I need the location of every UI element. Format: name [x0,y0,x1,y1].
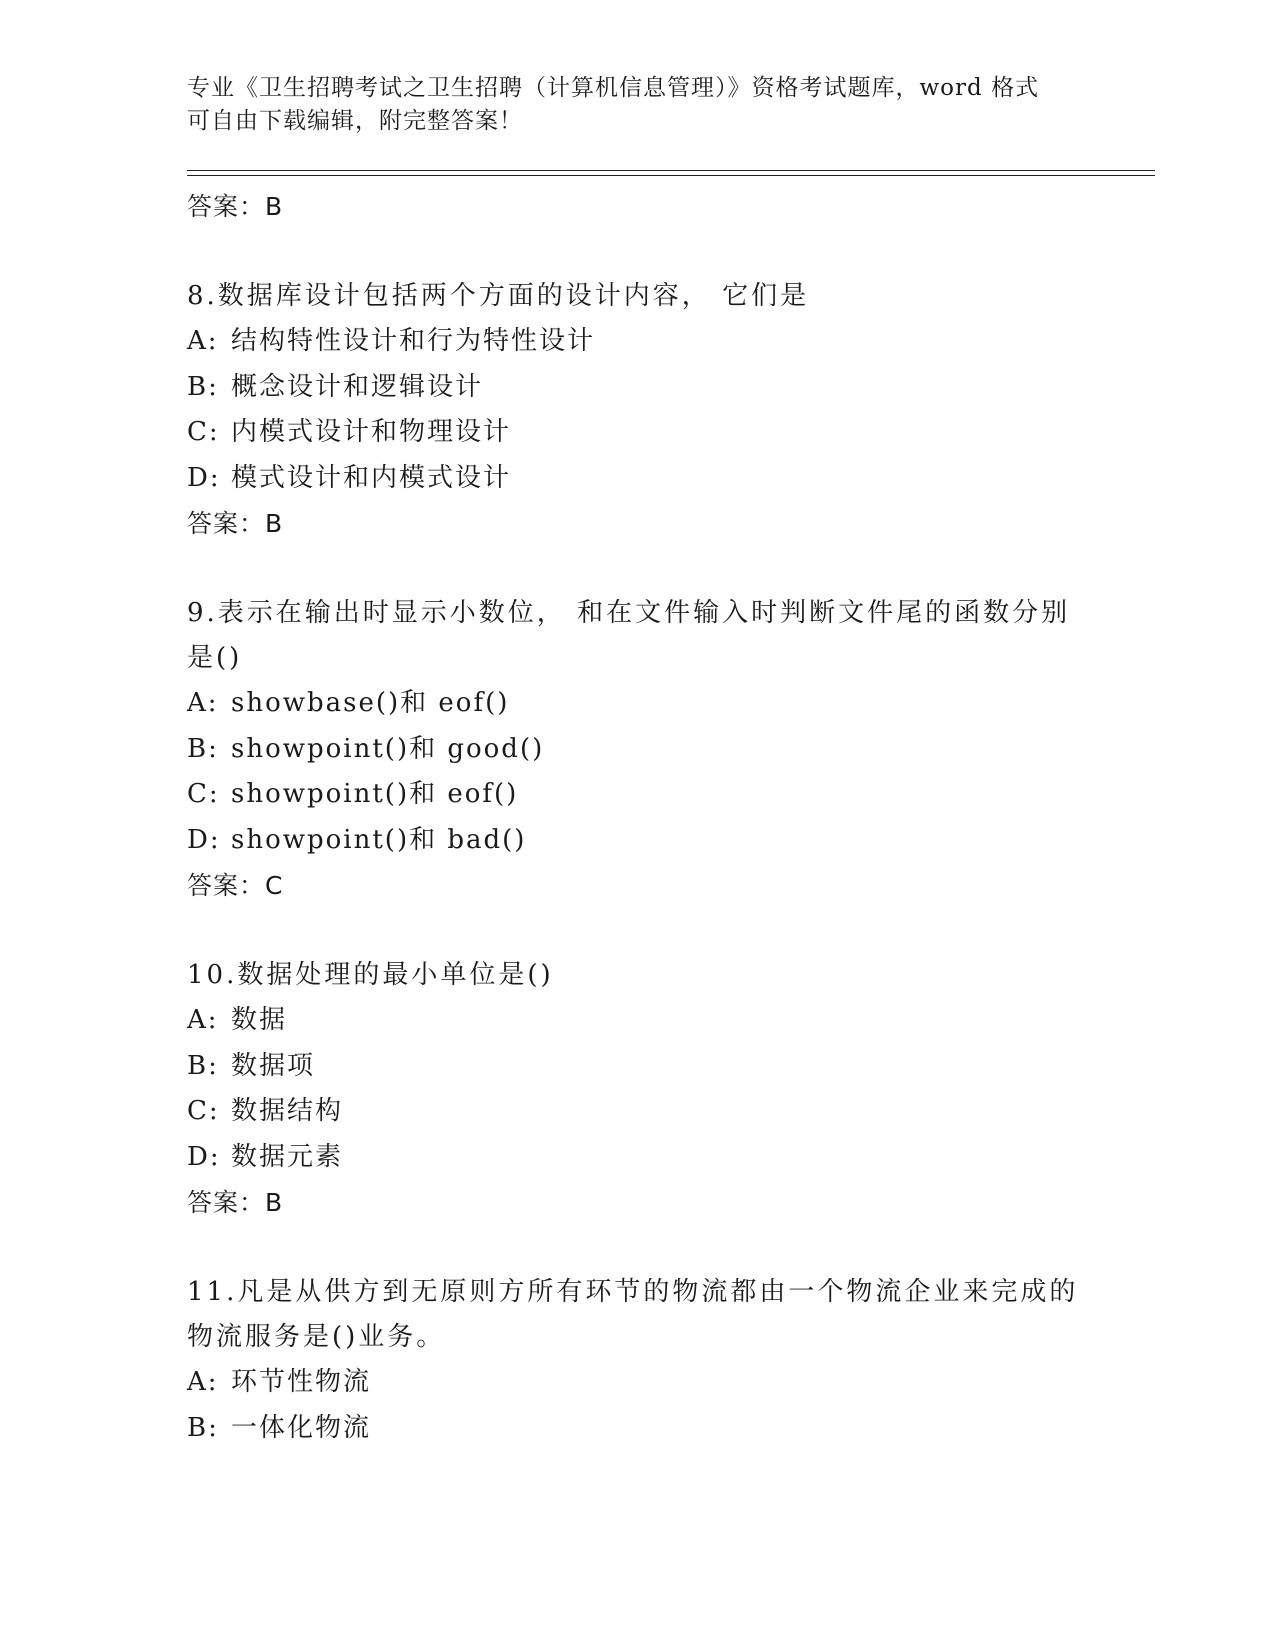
option-text: 数据元素 [231,1141,344,1172]
document-header [187,72,1057,138]
question-list [187,274,1155,1451]
header-line-1: 专业《卫生招聘考试之卫生招聘（计算机信息管理）》资格考试题库，word 格式 [187,75,1040,101]
answer-option [187,1135,1155,1181]
option-key: A: [187,1005,219,1035]
answer-option [187,1360,1155,1406]
question-stem-line: 物流服务是()业务。 [187,1322,446,1352]
option-text: 数据 [231,1005,288,1035]
option-key: B: [187,1050,219,1081]
option-key: A: [187,326,219,356]
header-double-rule [187,170,1155,176]
question-block [187,274,1155,546]
answer-option [187,998,1155,1044]
answer-line: 答案：B [187,509,284,538]
document-page [187,72,1155,1451]
answer-option [187,1044,1155,1090]
option-text: 一体化物流 [231,1412,372,1443]
answer-line: 答案：B [187,192,284,221]
option-text: 数据结构 [231,1096,344,1126]
answer-option [187,727,1155,773]
question-stem [187,953,1067,998]
option-key: B: [187,1412,219,1443]
answer-option [187,1406,1155,1452]
answer-option [187,365,1155,411]
question-stem [187,591,1071,681]
answer-option [187,818,1155,864]
option-key: D: [187,462,221,493]
question-stem-line: 9.表示在输出时显示小数位， 和在文件输入时判断文件尾的函数分别 [187,598,1071,628]
answer-line: 答案：B [187,1188,284,1217]
answer-option [187,772,1155,818]
option-key: C: [187,417,220,447]
answer-option [187,410,1155,456]
option-key: C: [187,1096,220,1126]
option-text: 内模式设计和物理设计 [231,417,512,447]
question-stem-line: 10.数据处理的最小单位是() [187,960,554,990]
answer-option [187,1089,1155,1135]
option-text: showbase()和 eof() [231,688,510,718]
option-text: showpoint()和 eof() [231,779,519,809]
question-stem-line: 8.数据库设计包括两个方面的设计内容， 它们是 [187,281,810,311]
answer-line: 答案：C [187,871,284,900]
option-key: D: [187,824,221,855]
option-text: showpoint()和 bad() [231,824,527,855]
question-block [187,591,1155,908]
question-stem-line: 11.凡是从供方到无原则方所有环节的物流都由一个物流企业来完成的 [187,1277,1079,1307]
answer-option [187,681,1155,727]
header-line-2: 可自由下载编辑，附完整答案！ [187,108,523,134]
question-block [187,953,1155,1225]
option-key: B: [187,371,219,402]
option-key: A: [187,1367,219,1397]
option-key: A: [187,688,219,718]
option-text: 数据项 [231,1050,316,1081]
answer-option [187,456,1155,502]
option-text: 结构特性设计和行为特性设计 [231,326,596,356]
option-text: 概念设计和逻辑设计 [231,371,484,402]
question-stem-line: 是() [187,643,243,673]
option-key: D: [187,1141,221,1172]
option-key: C: [187,779,220,809]
question-stem [187,1270,1079,1360]
question-stem [187,274,1067,319]
option-key: B: [187,733,219,764]
option-text: 环节性物流 [231,1367,372,1397]
option-text: showpoint()和 good() [231,733,545,764]
question-block [187,1270,1155,1451]
option-text: 模式设计和内模式设计 [231,462,512,493]
answer-option [187,319,1155,365]
